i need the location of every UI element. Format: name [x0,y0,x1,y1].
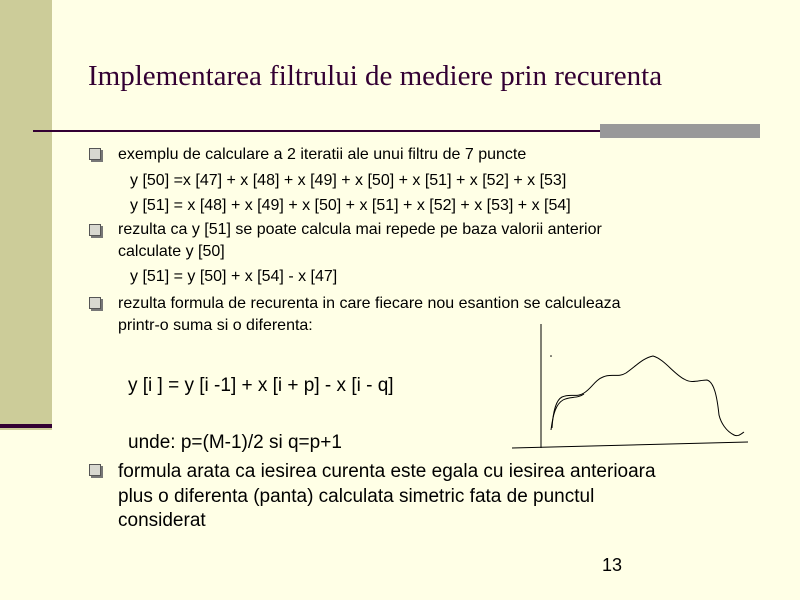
bullet-2-text: rezulta ca y [51] se poate calcula mai repede pe baza valorii anterior [118,221,602,238]
formula-eq3: y [51] = y [50] + x [54] - x [47] [130,268,338,285]
formula-eq5: unde: p=(M-1)/2 si q=p+1 [128,432,342,453]
bullet-4-continuation-1: plus o diferenta (panta) calculata simetric fata de punctul [118,486,595,507]
bullet-3-continuation: printr-o suma si o diferenta: [118,317,313,334]
sketch-curve-filtered [551,394,584,430]
bullet-2-continuation: calculate y [50] [118,243,225,260]
bullet-3-text: rezulta formula de recurenta in care fiecare nou esantion se calculeaza [118,295,621,312]
bullet-4-continuation-2: considerat [118,510,206,531]
slide-title: Implementarea filtrului de mediere prin recurenta [88,60,663,92]
formula-eq1: y [50] =x [47] + x [48] + x [49] + x [50] + x [51] + x [52] + x [53] [130,172,567,189]
page-number: 13 [602,555,623,575]
sketch-point-marker [550,355,552,357]
formula-eq2: y [51] = x [48] + x [49] + x [50] + x [51] + x [52] + x [53] + x [54] [130,197,571,214]
bullet-1-text: exemplu de calculare a 2 iteratii ale unui filtru de 7 puncte [118,146,527,163]
bullet-4-text: formula arata ca iesirea curenta este egala cu iesirea anterioara [118,461,656,482]
formula-eq4: y [i ] = y [i -1] + x [i + p] - x [i - q] [128,375,394,396]
sketch-x-axis [512,442,748,448]
